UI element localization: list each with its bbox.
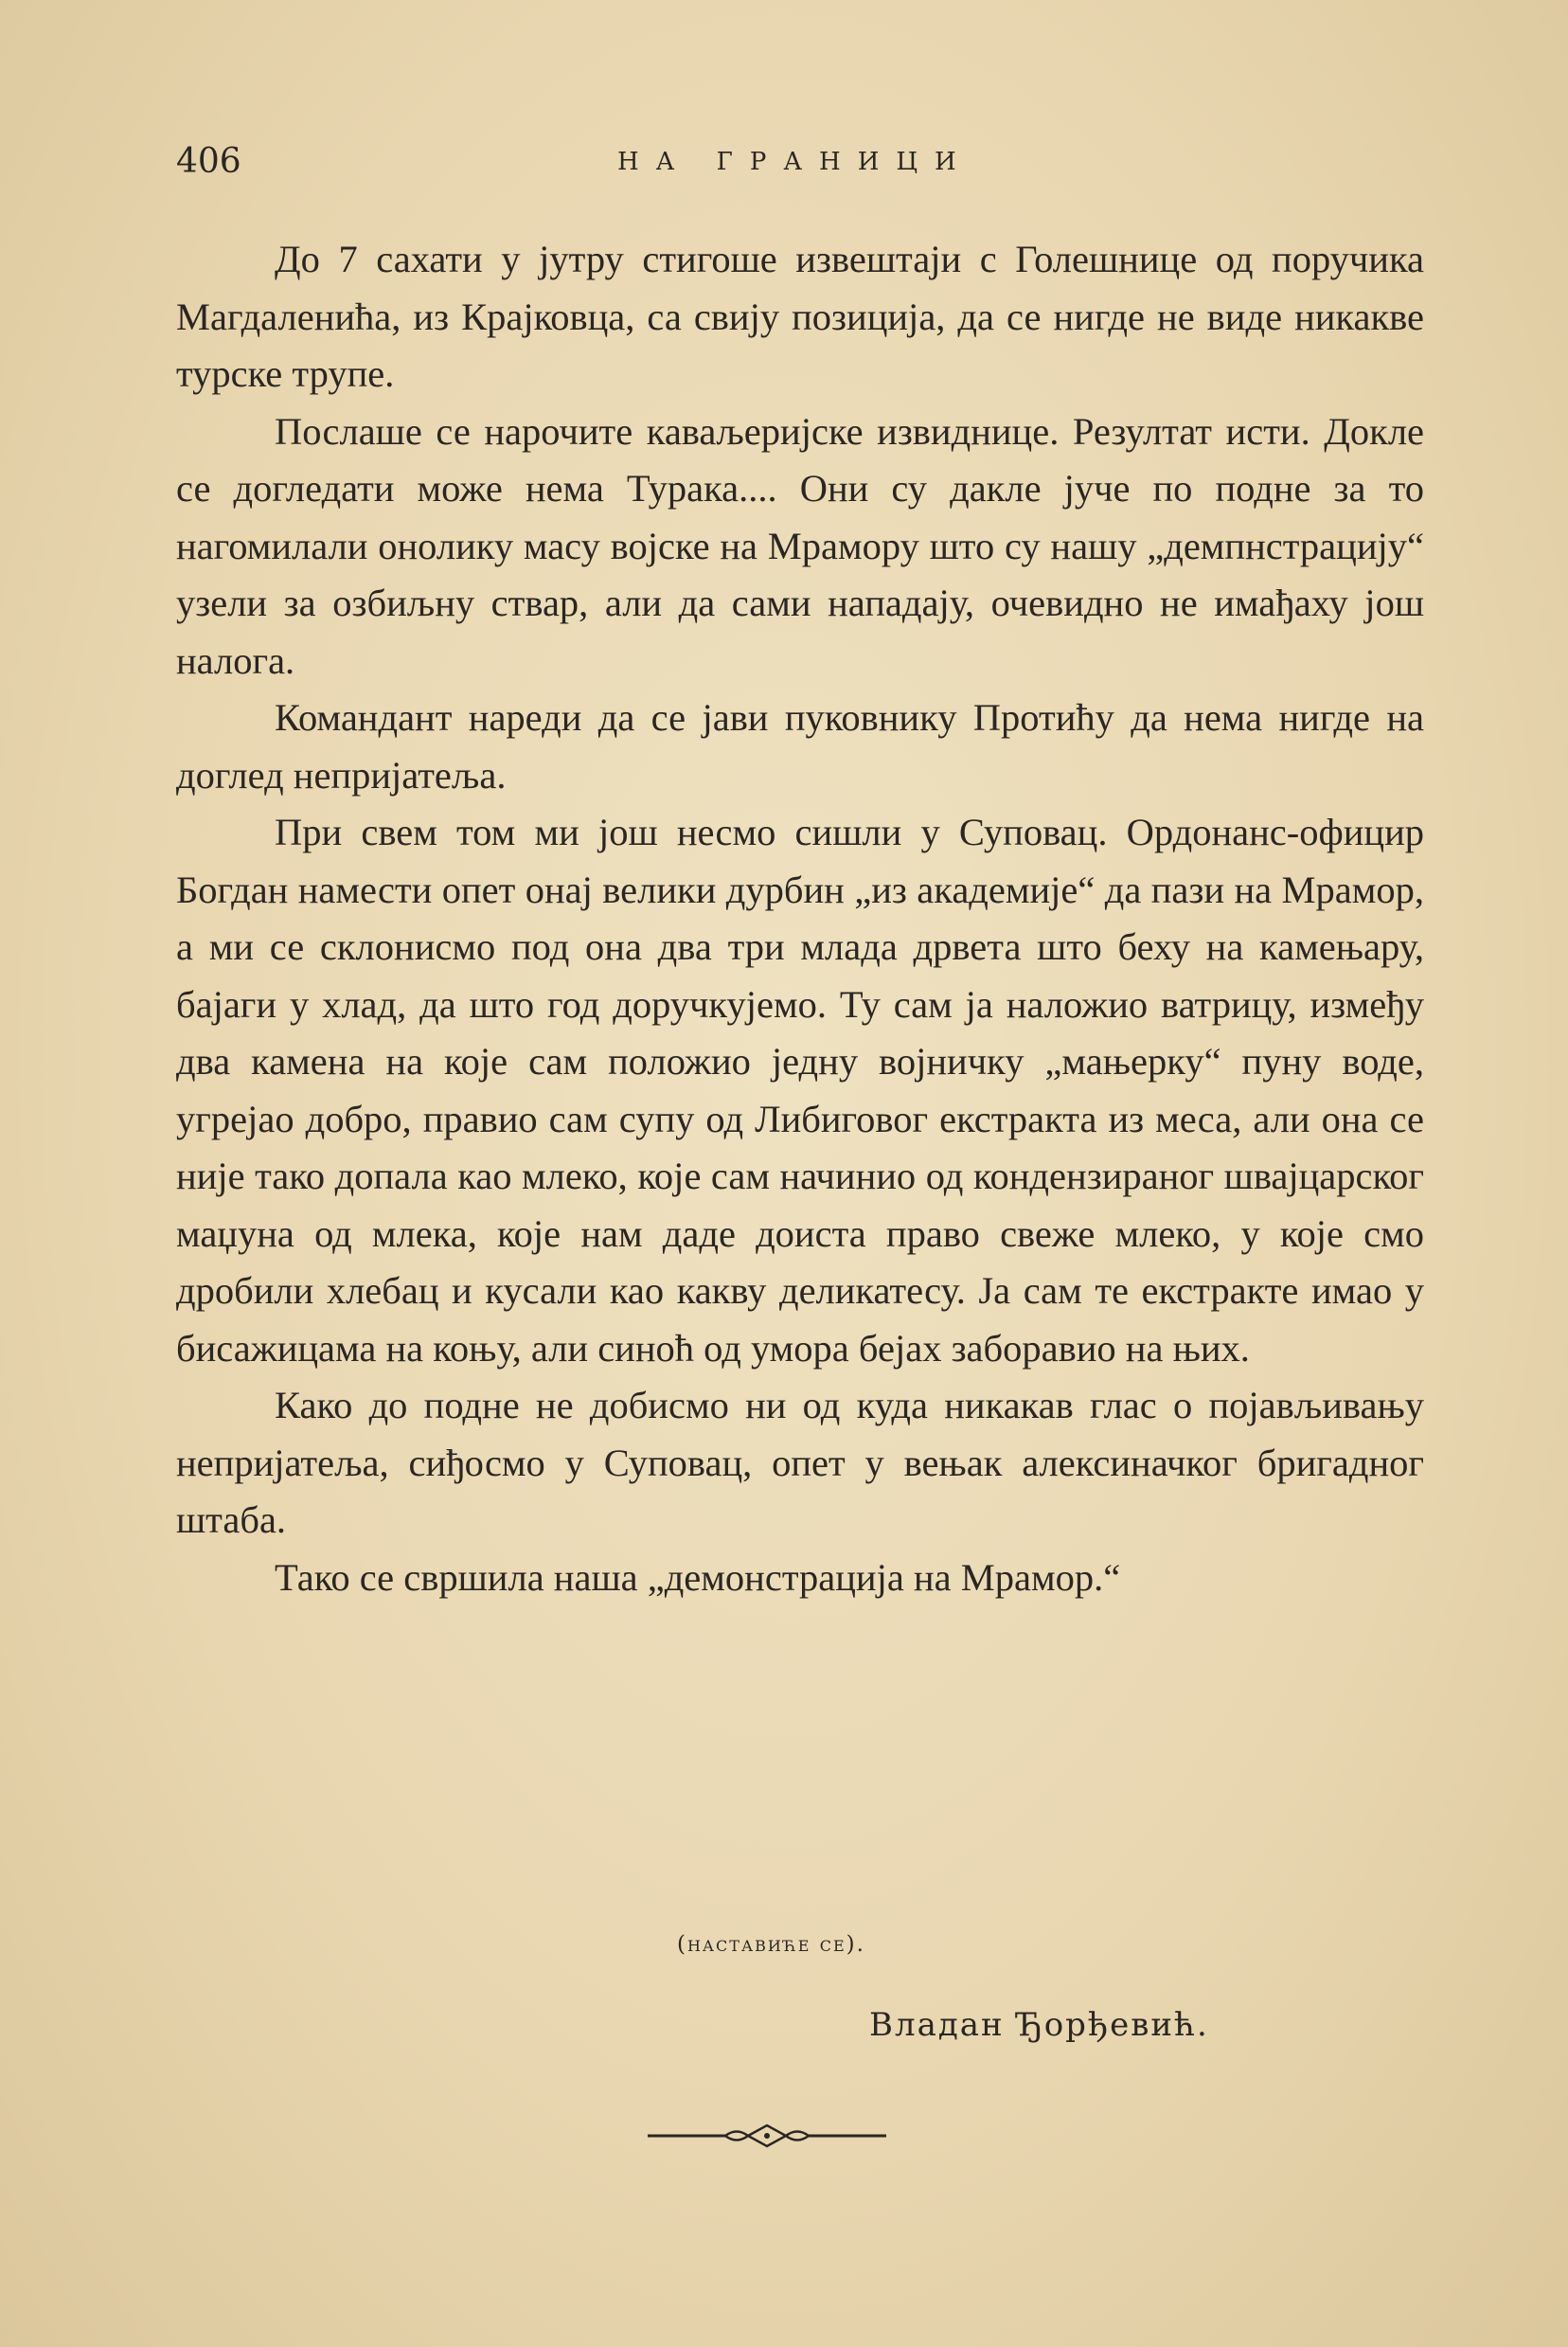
paragraph: Како до подне не добисмо ни од куда никакав глас о појављивању непријатеља, сиђосмо у Суповац, опет у вењак алексиначког бригадног штаба.: [176, 1384, 1424, 1541]
paragraph: Послаше се нарочите каваљеријске извиднице. Резултат исти. Докле се догледати може нема Турака.... Они су дакле јуче по подне за то нагомилали онолику масу војске на Мрамору што су нашу „демпнстрацију“ узели за озбиљну ствар, али да сами нападају, очевидно не имађаху још налога.: [176, 409, 1424, 682]
running-header: [176, 142, 1426, 180]
author-signature: Владан Ђорђевић.: [869, 2006, 1209, 2044]
ornament-divider-icon: [646, 2122, 888, 2150]
paragraph: Тако се свршила наша „демонстрација на Мрамор.“: [275, 1555, 1121, 1599]
paragraph: При свем том ми још несмо сишли у Суповац. Ордонанс-официр Богдан намести опет онај велики дурбин „из академије“ да пази на Мрамор, а ми се склонисмо под она два три млада дрвета што беху на камењару, бајаги у хлад, да што год доручкујемо. Ту сам ја наложио ватрицу, између два камена на које сам положио једну војничку „мањерку“ пуну воде, угрејао добро, правио сам супу од Либиговог екстракта из меса, али она се није тако допала као млеко, које сам начинио од кондензираног швајцарског маџуна од млека, које нам даде доиста право свеже млеко, у које смо дробили хлебац и кусали као какву деликатесу. Ја сам те екстракте имао у бисажицама на коњу, али синоћ од умора бејах заборавио на њих.: [176, 811, 1424, 1370]
running-title: НА ГРАНИЦИ: [617, 148, 973, 176]
body-text: [176, 231, 1424, 1606]
page-number: 406: [176, 142, 241, 181]
paragraph: Командант нареди да се јави пуковнику Протићу да нема нигде на доглед непријатеља.: [176, 696, 1424, 797]
continued-note: (наставиће се).: [677, 1932, 865, 1957]
paragraph: До 7 сахати у јутру стигоше извештаји с Голешнице од поручика Магдаленића, из Крајковца, са свију позиција, да се нигде не виде никакве турске трупе.: [176, 238, 1424, 395]
